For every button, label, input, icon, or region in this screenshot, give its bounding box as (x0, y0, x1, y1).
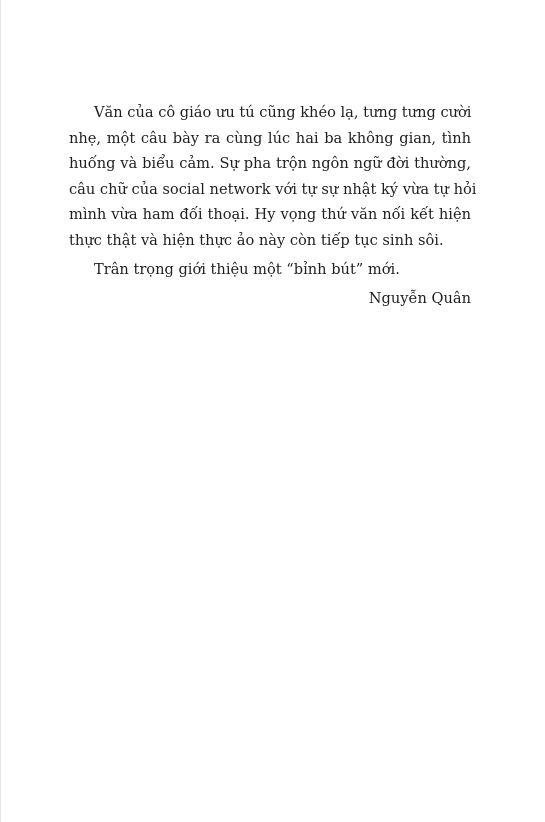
author-signature: Nguyễn Quân (368, 289, 471, 307)
paragraph-line: mình vừa ham đối thoại. Hy vọng thứ văn nối kết hiện (69, 206, 471, 223)
paragraph-line: Văn của cô giáo ưu tú cũng khéo lạ, tưng tưng cười (94, 104, 472, 121)
paragraph-line: huống và biểu cảm. Sự pha trộn ngôn ngữ đời thường, (69, 155, 471, 172)
paragraph-line: thực thật và hiện thực ảo này còn tiếp tục sinh sôi. (69, 231, 444, 249)
paragraph-introduction (69, 100, 477, 253)
closing-paragraph: Trân trọng giới thiệu một “bỉnh bút” mới. (94, 261, 400, 278)
paragraph-line: câu chữ của social network với tự sự nhật ký vừa tự hỏi (69, 180, 477, 198)
paragraph-line: nhẹ, một câu bày ra cùng lúc hai ba không gian, tình (69, 129, 471, 147)
text-block (69, 100, 477, 311)
